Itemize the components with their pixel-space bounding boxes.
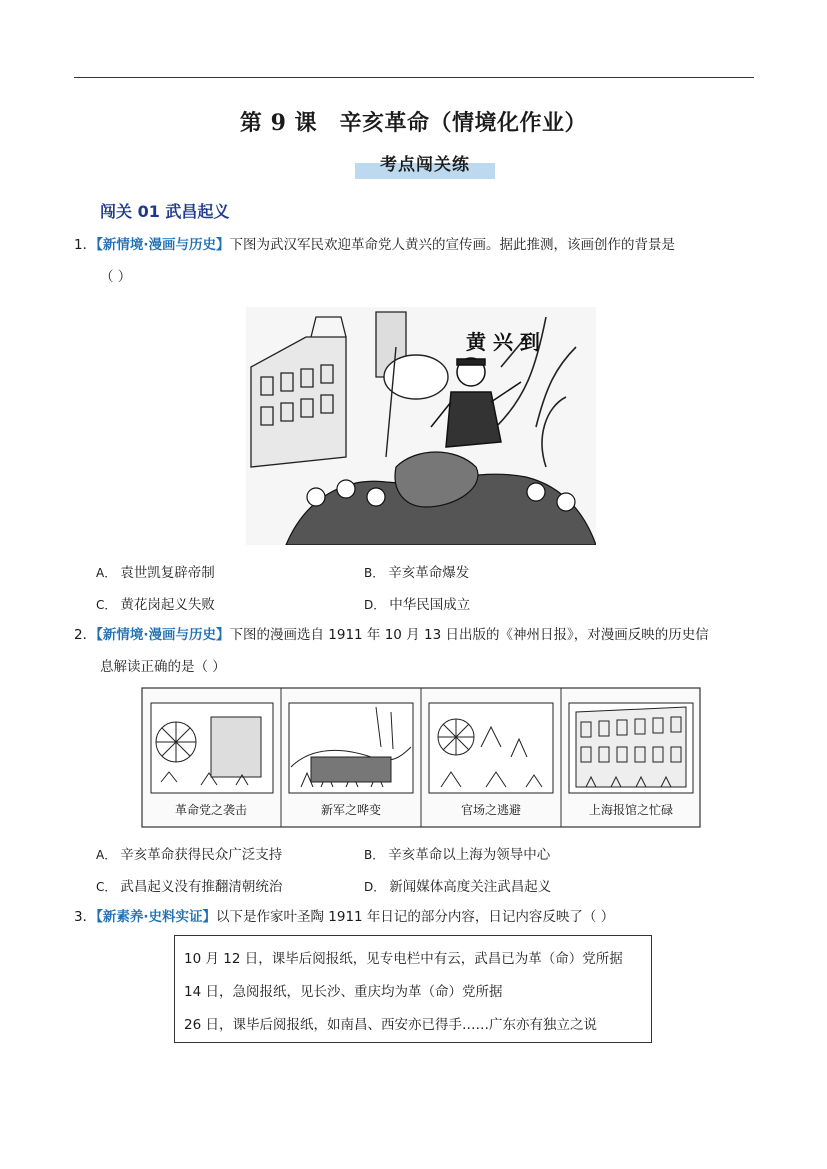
diary-line-3: 26 日，课毕后阅报纸，如南昌、西安亦已得手……广东亦有独立之说 (184, 1017, 597, 1033)
option-letter: C． (96, 880, 117, 894)
option-b[interactable] (364, 843, 550, 863)
question-tag: 【新素养·史料实证】 (96, 909, 216, 925)
option-d[interactable] (364, 593, 470, 613)
option-letter: A． (96, 566, 117, 580)
diary-line-2: 14 日，急阅报纸，见长沙、重庆均为革（命）党所据 (184, 984, 503, 1000)
section-title: 闯关 01 武昌起义 (100, 202, 230, 221)
option-letter: B． (364, 848, 385, 862)
question-2-line1 (74, 620, 709, 650)
option-a[interactable] (96, 561, 215, 581)
option-text: 中华民国成立 (389, 597, 471, 613)
option-d[interactable] (364, 875, 551, 895)
question-3-line1 (74, 902, 614, 932)
question-stem: 以下是作家叶圣陶 1911 年日记的部分内容，日记内容反映了（ ） (215, 909, 615, 925)
page-title: 第 9 课 辛亥革命（情境化作业） (239, 110, 588, 136)
question-2-line2: 息解读正确的是（ ） (100, 659, 226, 675)
panel-caption-3: 官场之逃避 (460, 803, 522, 817)
question-tag: 【新情境·漫画与历史】 (96, 627, 230, 643)
panel-caption-2: 新军之哗变 (320, 803, 382, 817)
option-text: 辛亥革命以上海为领导中心 (388, 847, 551, 863)
option-text: 新闻媒体高度关注武昌起义 (389, 879, 552, 895)
option-letter: D． (364, 880, 386, 894)
option-letter: B． (364, 566, 385, 580)
propaganda-illustration (246, 307, 596, 545)
question-stem: 下图为武汉军民欢迎革命党人黄兴的宣传画。据此推测，该画创作的背景是 (229, 237, 675, 253)
option-b[interactable] (364, 561, 469, 581)
question-number: 2． (74, 627, 97, 643)
option-letter: A． (96, 848, 117, 862)
illustration-caption: 黄 兴 到 (466, 330, 540, 354)
question-stem: 下图的漫画选自 1911 年 10 月 13 日出版的《神州日报》，对漫画反映的历史信 (229, 627, 709, 643)
question-1-line2: （ ） (100, 269, 132, 285)
subtitle-banner (355, 150, 495, 180)
option-text: 武昌起义没有推翻清朝统治 (120, 879, 283, 895)
option-a[interactable] (96, 843, 282, 863)
question-number: 3． (74, 909, 97, 925)
panel-caption-1: 革命党之袭击 (174, 803, 248, 817)
panel-caption-4: 上海报馆之忙碌 (588, 803, 674, 817)
option-text: 黄花岗起义失败 (120, 597, 215, 613)
option-text: 辛亥革命获得民众广泛支持 (120, 847, 283, 863)
option-c[interactable] (96, 593, 215, 613)
cartoon-strip (141, 687, 701, 828)
subtitle-text: 考点闯关练 (380, 155, 470, 175)
option-text: 辛亥革命爆发 (388, 565, 470, 581)
option-letter: D． (364, 598, 386, 612)
diary-line-1: 10 月 12 日，课毕后阅报纸，见专电栏中有云，武昌已为革（命）党所据 (184, 951, 623, 967)
header-rule (74, 77, 754, 78)
option-c[interactable] (96, 875, 282, 895)
option-letter: C． (96, 598, 117, 612)
question-number: 1． (74, 237, 97, 253)
question-1-line1 (74, 230, 675, 260)
diary-excerpt-box (174, 935, 652, 1043)
option-text: 袁世凯复辟帝制 (120, 565, 215, 581)
question-tag: 【新情境·漫画与历史】 (96, 237, 230, 253)
